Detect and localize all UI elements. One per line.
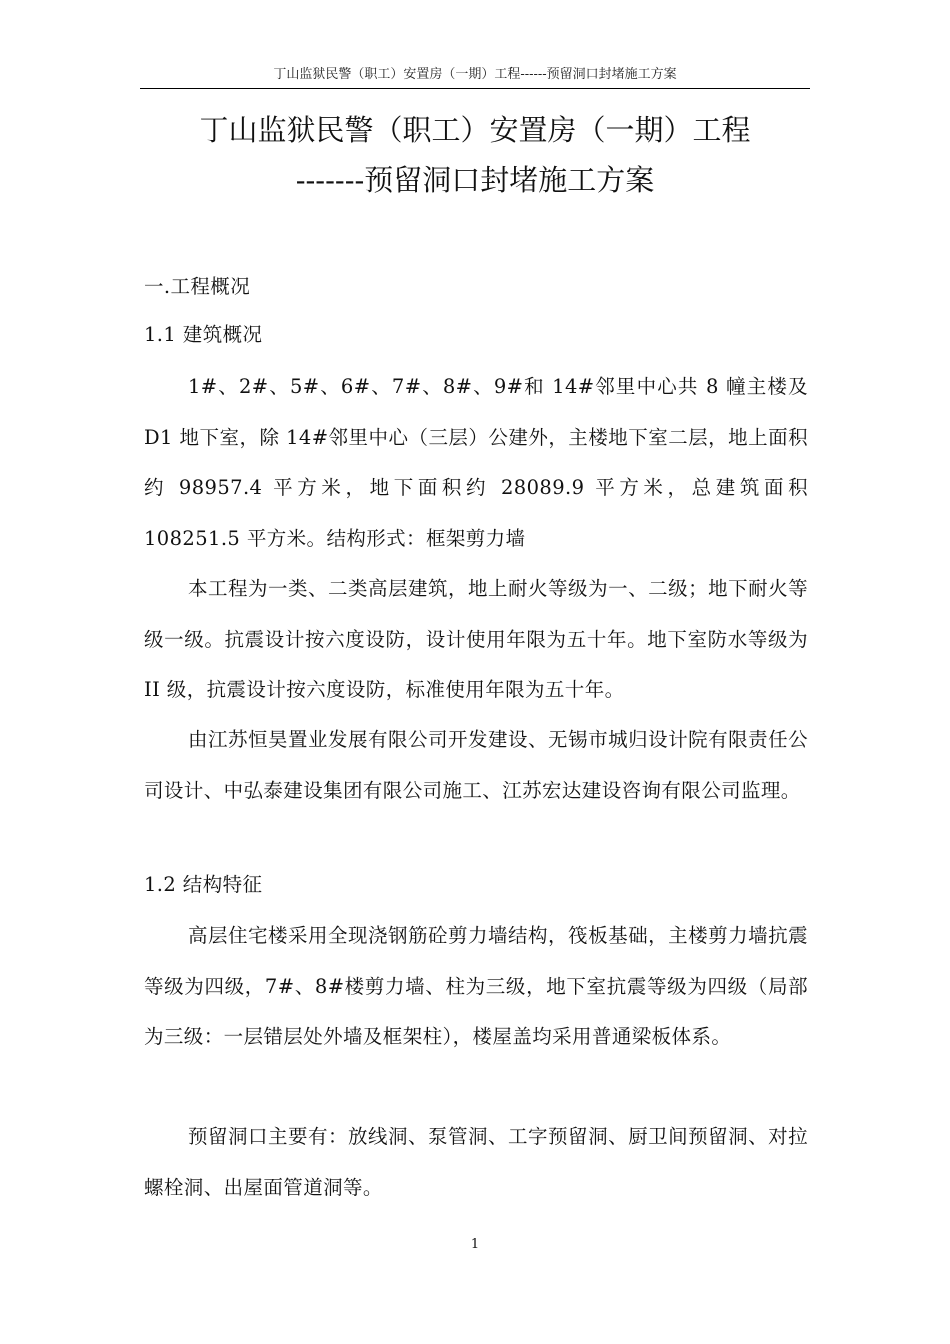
header-rule bbox=[140, 88, 810, 89]
document-title-line-2: -------预留洞口封堵施工方案 bbox=[295, 163, 655, 197]
paragraph-building-scope: 1#、2#、5#、6#、7#、8#、9#和 14#邻里中心共 8 幢主楼及 D1 地下室，除 14#邻里中心（三层）公建外，主楼地下室二层，地上面积约 98957.4 平方米，地下面积约 28089.9 平方米，总建筑面积 108251.5 平方米。结构形式：框架剪力墙 bbox=[144, 375, 808, 550]
paragraph-parties: 由江苏恒昊置业发展有限公司开发建设、无锡市城归设计院有限责任公司设计、中弘泰建设集团有限公司施工、江苏宏达建设咨询有限公司监理。 bbox=[144, 728, 808, 802]
paragraph-structure-system: 高层住宅楼采用全现浇钢筋砼剪力墙结构，筏板基础，主楼剪力墙抗震等级为四级，7#、8#楼剪力墙、柱为三级，地下室抗震等级为四级（局部为三级：一层错层处外墙及框架柱），楼屋盖均采用普通梁板体系。 bbox=[144, 924, 808, 1048]
section-heading-structure: 1.2 结构特征 bbox=[144, 873, 263, 896]
running-header: 丁山监狱民警（职工）安置房（一期）工程------预留洞口封堵施工方案 bbox=[273, 67, 677, 82]
page-number: 1 bbox=[470, 1237, 480, 1252]
document-title-line-1: 丁山监狱民警（职工）安置房（一期）工程 bbox=[199, 113, 751, 147]
paragraph-fire-seismic: 本工程为一类、二类高层建筑，地上耐火等级为一、二级；地下耐火等级一级。抗震设计按六度设防，设计使用年限为五十年。地下室防水等级为 II 级，抗震设计按六度设防，标准使用年限为五十年。 bbox=[144, 577, 808, 701]
section-heading-building-overview: 1.1 建筑概况 bbox=[144, 323, 263, 346]
section-heading-overview: 一.工程概况 bbox=[144, 275, 251, 298]
paragraph-reserved-openings: 预留洞口主要有：放线洞、泵管洞、工字预留洞、厨卫间预留洞、对拉螺栓洞、出屋面管道洞等。 bbox=[144, 1125, 808, 1199]
